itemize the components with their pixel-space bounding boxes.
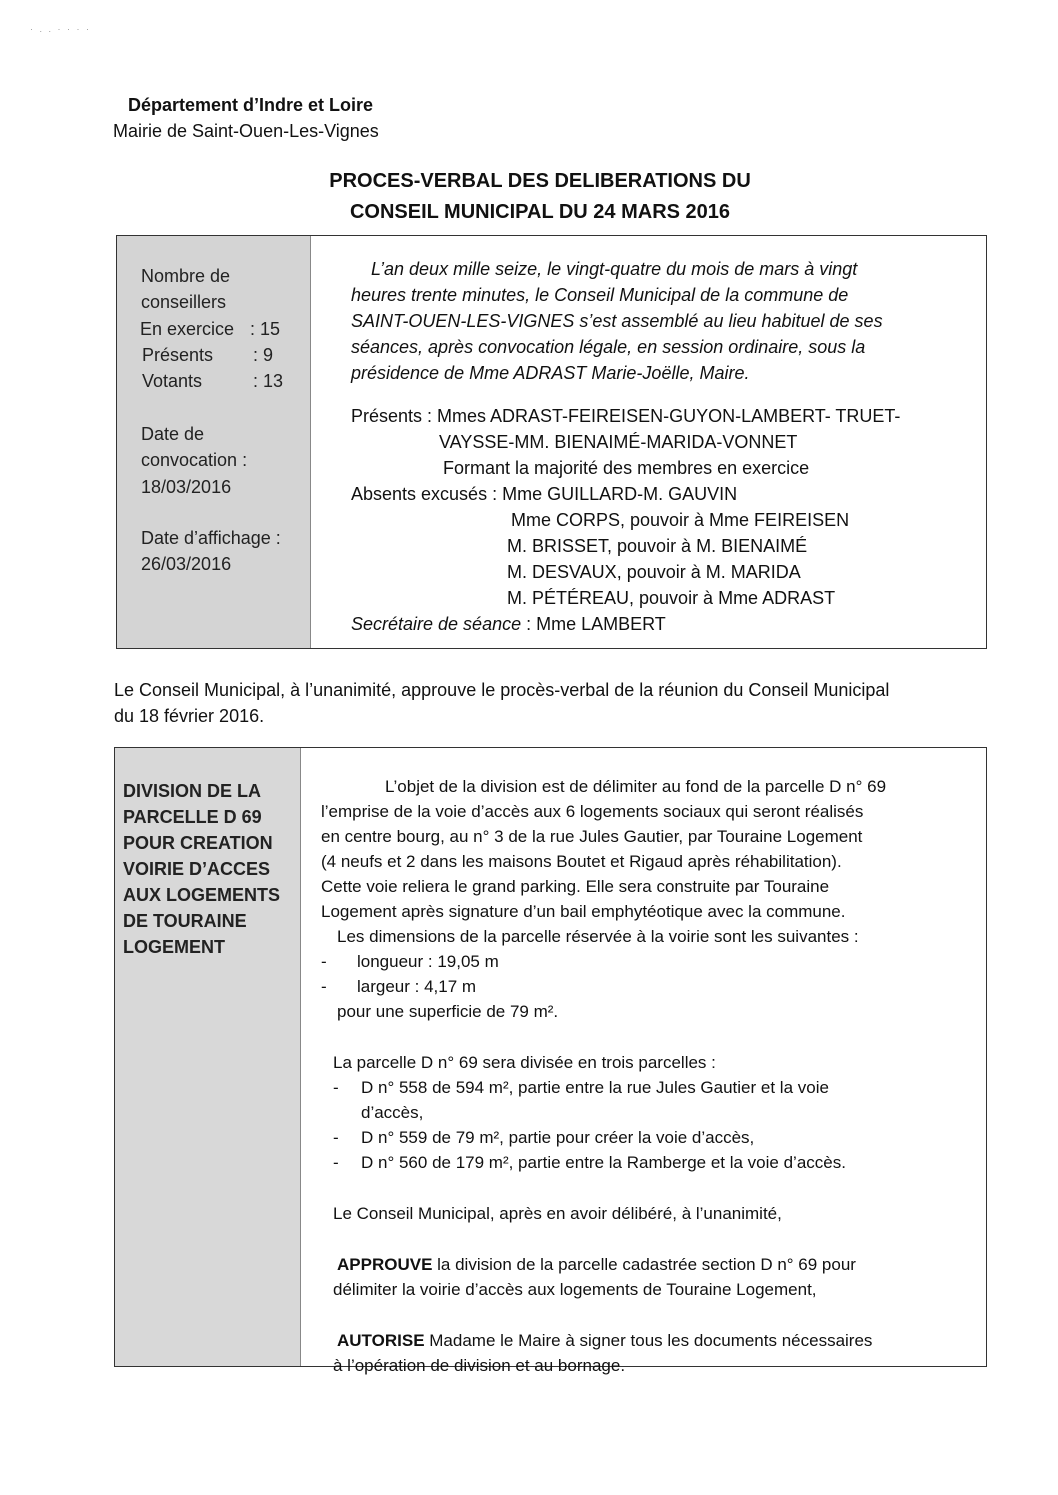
parcel-continuation: d’accès, (361, 1103, 424, 1122)
date-affichage-label: Date d’affichage : (141, 528, 281, 548)
objet-paragraph (321, 774, 971, 1024)
approuve-keyword: APPROUVE (337, 1255, 433, 1274)
list-dash: - (321, 952, 327, 971)
absent-line: M. BRISSET, pouvoir à M. BIENAIMÉ (507, 536, 808, 556)
en-exercice-label: En exercice (140, 319, 235, 339)
date-convocation-label-1: Date de (141, 424, 205, 444)
dimension-text: largeur : 4,17 m (357, 977, 477, 996)
presents-value: : 9 (253, 345, 274, 365)
date-affichage-value: 26/03/2016 (141, 554, 232, 574)
parcel-item (333, 1150, 971, 1175)
intro-line: séances, après convocation légale, en session ordinaire, sous la (351, 337, 866, 357)
list-dash: - (333, 1128, 339, 1147)
intro-paragraph (351, 256, 947, 386)
absent-line: M. PÉTÉREAU, pouvoir à Mme ADRAST (507, 588, 836, 608)
deliberation-body (321, 774, 971, 1378)
session-sidebar (117, 236, 311, 648)
autorise-line-2: à l’opération de division et au bornage. (333, 1356, 626, 1375)
intro-line: L’an deux mille seize, le vingt-quatre du mois de mars à vingt (371, 259, 858, 279)
intro-line: SAINT-OUEN-LES-VIGNES s’est assemblé au lieu habituel de ses (351, 311, 883, 331)
scan-mark: · . . · · · · (30, 24, 91, 34)
approval-line-2: du 18 février 2016. (114, 706, 265, 726)
en-exercice-row (140, 316, 234, 342)
deliberated-text: Le Conseil Municipal, après en avoir délibéré, à l’unanimité, (333, 1204, 782, 1223)
deliberation-title-line: POUR CREATION (123, 833, 273, 853)
deliberated-line (333, 1201, 971, 1226)
parcel-text: D n° 558 de 594 m², partie entre la rue Jules Gautier et la voie (361, 1078, 829, 1097)
superficie-line: pour une superficie de 79 m². (337, 1002, 559, 1021)
list-dash: - (321, 977, 327, 996)
title-line-2: CONSEIL MUNICIPAL DU 24 MARS 2016 (349, 201, 731, 223)
objet-line: Cette voie reliera le grand parking. Elle sera construite par Touraine (321, 877, 830, 896)
autorise-text: Madame le Maire à signer tous les documents nécessaires (424, 1331, 873, 1350)
list-dash: - (333, 1153, 339, 1172)
approval-line-1: Le Conseil Municipal, à l’unanimité, approuve le procès-verbal de la réunion du Conseil Municipal (114, 680, 890, 700)
dimensions-intro: Les dimensions de la parcelle réservée à la voirie sont les suivantes : (337, 927, 859, 946)
absent-line: Mme CORPS, pouvoir à Mme FEIREISEN (511, 510, 850, 530)
division-paragraph (333, 1050, 971, 1175)
en-exercice-value: : 15 (250, 319, 281, 339)
deliberation-title-line: LOGEMENT (123, 937, 225, 957)
dimension-text: longueur : 19,05 m (357, 952, 499, 971)
absent-line: M. DESVAUX, pouvoir à M. MARIDA (507, 562, 801, 582)
presents-line-2: VAYSSE-MM. BIENAIMÉ-MARIDA-VONNET (439, 432, 798, 452)
objet-line: L’objet de la division est de délimiter au fond de la parcelle D n° 69 (385, 777, 887, 796)
session-info-box (116, 235, 987, 649)
nombre-label-2: conseillers (141, 292, 227, 312)
session-details (351, 256, 947, 634)
deliberation-title-line: AUX LOGEMENTS (123, 885, 281, 905)
deliberation-title (123, 778, 293, 960)
approval-paragraph (114, 677, 986, 729)
deliberation-title-line: VOIRIE D’ACCES (123, 859, 271, 879)
intro-line: heures trente minutes, le Conseil Municipal de la commune de (351, 285, 849, 305)
date-convocation-value: 18/03/2016 (141, 477, 232, 497)
parcel-item (333, 1125, 971, 1150)
dimension-item (321, 974, 971, 999)
autorise-paragraph (333, 1328, 971, 1378)
objet-line: l’emprise de la voie d’accès aux 6 logements sociaux qui seront réalisés (321, 802, 864, 821)
presents-line-1: Présents : Mmes ADRAST-FEIREISEN-GUYON-LAMBERT- TRUET- (351, 406, 901, 426)
title-line-1: PROCES-VERBAL DES DELIBERATIONS DU (329, 170, 751, 192)
deliberation-title-line: DE TOURAINE (123, 911, 247, 931)
nombre-label-1: Nombre de (141, 266, 231, 286)
votants-label: Votants (142, 371, 203, 391)
approuve-line-2: délimiter la voirie d’accès aux logements de Touraine Logement, (333, 1280, 817, 1299)
secretaire-line (351, 611, 971, 637)
autorise-keyword: AUTORISE (337, 1331, 425, 1350)
secretaire-value: : Mme LAMBERT (521, 614, 666, 634)
approuve-text: la division de la parcelle cadastrée section D n° 69 pour (432, 1255, 856, 1274)
intro-line: présidence de Mme ADRAST Marie-Joëlle, Maire. (351, 363, 750, 383)
objet-line: en centre bourg, au n° 3 de la rue Jules Gautier, par Touraine Logement (321, 827, 863, 846)
document-title (260, 166, 820, 228)
objet-line: Logement après signature d’un bail emphytéotique avec la commune. (321, 902, 846, 921)
dimension-item (321, 949, 971, 974)
majorite-line: Formant la majorité des membres en exercice (443, 458, 810, 478)
votants-value: : 13 (253, 371, 284, 391)
parcel-text: D n° 559 de 79 m², partie pour créer la voie d’accès, (361, 1128, 755, 1147)
parcel-text: D n° 560 de 179 m², partie entre la Ramberge et la voie d’accès. (361, 1153, 846, 1172)
deliberation-sidebar (115, 748, 301, 1366)
deliberation-title-line: DIVISION DE LA (123, 781, 262, 801)
objet-line: (4 neufs et 2 dans les maisons Boutet et Rigaud après réhabilitation). (321, 852, 842, 871)
attendance-block (351, 403, 971, 637)
deliberation-title-line: PARCELLE D 69 (123, 807, 262, 827)
date-convocation-label-2: convocation : (141, 450, 248, 470)
mairie-heading: Mairie de Saint-Ouen-Les-Vignes (113, 121, 379, 141)
secretaire-label: Secrétaire de séance (351, 614, 522, 634)
presents-label: Présents (142, 345, 214, 365)
approuve-paragraph (333, 1252, 971, 1302)
division-intro: La parcelle D n° 69 sera divisée en trois parcelles : (333, 1053, 716, 1072)
department-heading: Département d’Indre et Loire (128, 95, 374, 115)
deliberation-box (114, 747, 987, 1375)
absents-line-1: Absents excusés : Mme GUILLARD-M. GAUVIN (351, 484, 738, 504)
parcel-item (333, 1075, 971, 1100)
list-dash: - (333, 1078, 339, 1097)
